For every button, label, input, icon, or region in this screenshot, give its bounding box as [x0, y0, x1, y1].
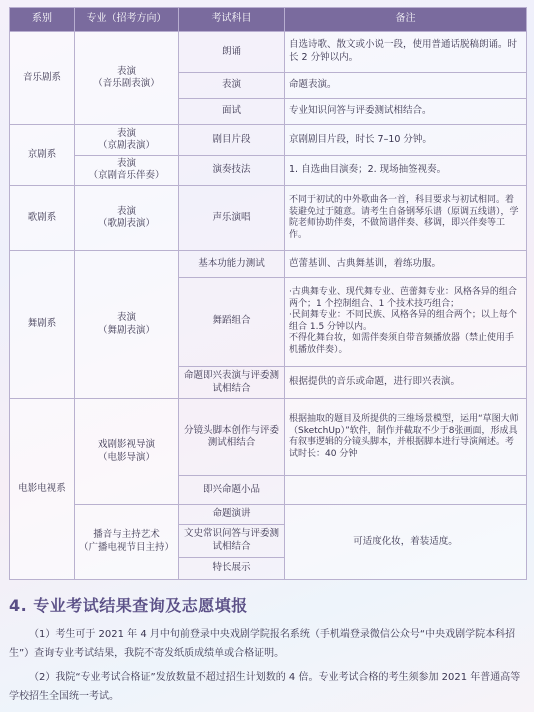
subject-cell: 演奏技法	[179, 155, 285, 185]
table-row	[10, 251, 527, 277]
note-cell: 可适度化妆，着装适度。	[285, 504, 527, 579]
subject-cell: 剧目片段	[179, 125, 285, 155]
subject-cell: 表演	[179, 72, 285, 98]
major-cell: 表演 （京剧音乐伴奏）	[75, 155, 179, 185]
subject-cell: 命题演讲	[179, 504, 285, 524]
dept-cell: 音乐剧系	[10, 32, 75, 125]
note-cell: 专业知识问答与评委测试相结合。	[285, 98, 527, 124]
subject-cell: 面试	[179, 98, 285, 124]
header-note: 备注	[285, 8, 527, 32]
note-cell: ·古典舞专业、现代舞专业、芭蕾舞专业：风格各异的组合两个；1 个控制组合、1 个技术技巧组合； ·民间舞专业：不同民族、风格各异的组合两个；以上每个组合 1.5 分钟以内。 不得化舞台妆，如需伴奏须自带音频播放器（禁止使用手机播放伴奏）。	[285, 277, 527, 366]
subject-cell: 朗诵	[179, 32, 285, 73]
section-title: 4. 专业考试结果查询及志愿填报	[9, 596, 248, 615]
note-cell: 不同于初试的中外歌曲各一首，科目要求与初试相同。着装避免过于随意。请考生自备钢琴乐谱（原调五线谱），学院老师协助伴奏，不做简谱伴奏、移调，即兴伴奏等工作。	[285, 186, 527, 251]
dept-cell: 舞剧系	[10, 251, 75, 399]
note-cell: 根据抽取的题目及所提供的三维场景模型，运用“草图大师（SketchUp）”软件，制作并截取不少于8张画面，形成具有叙事逻辑的分镜头脚本，并根据脚本进行导演阐述。考试时长：40 分钟	[285, 399, 527, 476]
table-header-row	[10, 8, 527, 32]
paragraph-certificate: （2）我院“专业考试合格证”发放数量不超过招生计划数的 4 倍。专业考试合格的考生须参加 2021 年普通高等学校招生全国统一考试。	[9, 672, 521, 702]
subject-cell: 声乐演唱	[179, 186, 285, 251]
major-cell: 表演 （歌剧表演）	[75, 186, 179, 251]
note-cell: 芭蕾基训、古典舞基训，着练功服。	[285, 251, 527, 277]
exam-table-container	[9, 7, 526, 580]
subject-cell: 文史常识问答与评委测试相结合	[179, 525, 285, 557]
header-major: 专业（招考方向）	[75, 8, 179, 32]
major-cell: 表演 （京剧表演）	[75, 125, 179, 155]
major-cell: 戏剧影视导演 （电影导演）	[75, 399, 179, 505]
table-row	[10, 186, 527, 251]
table-row	[10, 399, 527, 476]
major-cell: 表演 （音乐剧表演）	[75, 32, 179, 125]
dept-cell: 电影电视系	[10, 399, 75, 580]
subject-cell: 基本功能力测试	[179, 251, 285, 277]
subject-cell: 分镜头脚本创作与评委测试相结合	[179, 399, 285, 476]
subject-cell: 特长展示	[179, 557, 285, 579]
major-cell: 播音与主持艺术 （广播电视节目主持）	[75, 504, 179, 579]
note-cell: 命题表演。	[285, 72, 527, 98]
subject-cell: 即兴命题小品	[179, 476, 285, 504]
note-cell: 根据提供的音乐或命题，进行即兴表演。	[285, 366, 527, 398]
note-cell: 京剧剧目片段，时长 7–10 分钟。	[285, 125, 527, 155]
exam-subjects-table	[9, 7, 527, 580]
dept-cell: 歌剧系	[10, 186, 75, 251]
subject-cell: 命题即兴表演与评委测试相结合	[179, 366, 285, 398]
paragraph-query-results: （1）考生可于 2021 年 4 月中旬前登录中央戏剧学院报名系统（手机端登录微信公众号“中央戏剧学院本科招生”）查询专业考试结果，我院不寄发纸质成绩单或合格证明。	[9, 629, 516, 659]
note-cell: 自选诗歌、散文或小说一段，使用普通话脱稿朗诵。时长 2 分钟以内。	[285, 32, 527, 73]
table-row	[10, 504, 527, 524]
table-row	[10, 155, 527, 185]
header-dept: 系别	[10, 8, 75, 32]
header-subject: 考试科目	[179, 8, 285, 32]
note-cell: 1. 自选曲目演奏；2. 现场抽签视奏。	[285, 155, 527, 185]
table-row	[10, 125, 527, 155]
dept-cell: 京剧系	[10, 125, 75, 186]
subject-cell: 舞蹈组合	[179, 277, 285, 366]
note-cell	[285, 476, 527, 504]
major-cell: 表演 （舞剧表演）	[75, 251, 179, 399]
table-row	[10, 32, 527, 73]
